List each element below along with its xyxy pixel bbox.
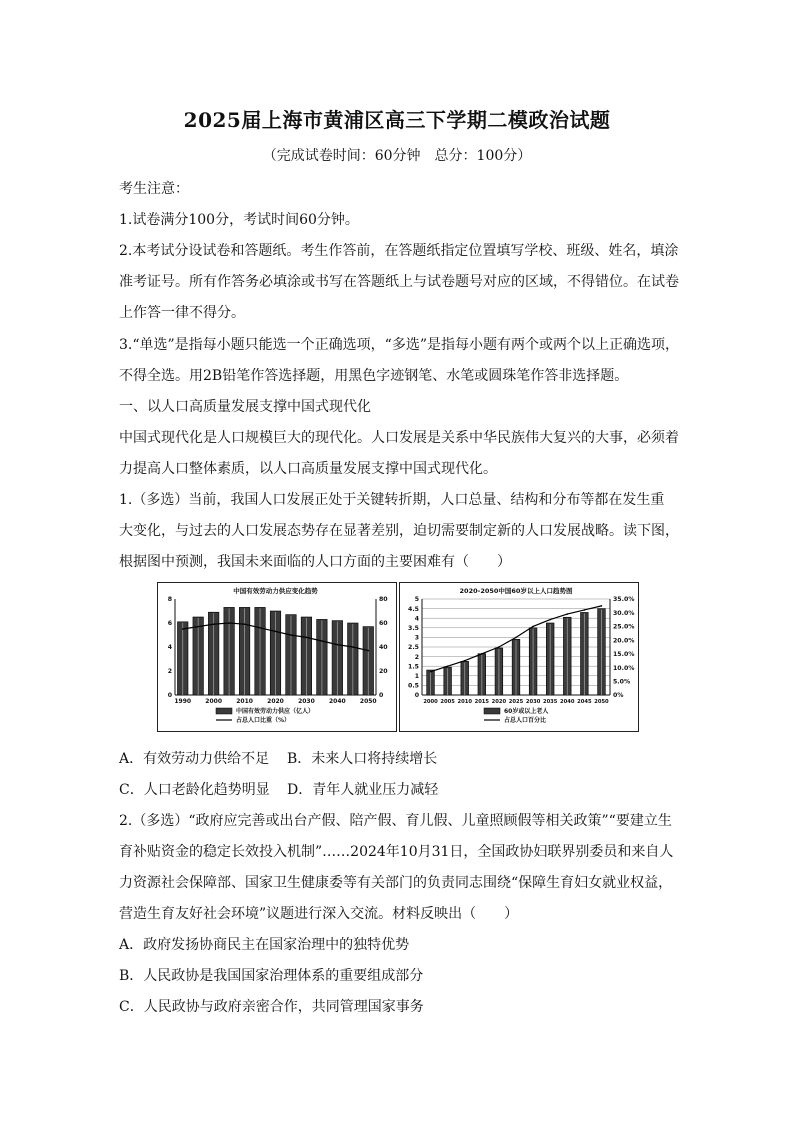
line-point <box>321 640 323 642</box>
legend-bar-swatch <box>484 708 500 714</box>
q1-stem-line-2: 大变化，与过去的人口发展态势存在显著差别，迫切需要制定新的人口发展战略。读下图， <box>119 523 679 539</box>
y-tick-label-right: 10.0% <box>613 664 635 672</box>
y-tick-label-right: 60 <box>379 620 388 628</box>
y-tick-label-right: 25.0% <box>613 623 635 631</box>
y-tick-label-left: 2 <box>414 653 419 661</box>
y-tick-label-left: 2.5 <box>408 644 419 652</box>
x-tick-label: 2035 <box>542 699 558 705</box>
legend-line-label: 占总人口比重（%） <box>236 717 291 724</box>
legend-bar-swatch <box>216 708 232 714</box>
y-tick-label-left: 0 <box>167 692 172 700</box>
line-point <box>549 619 551 621</box>
line-point <box>566 613 568 615</box>
y-tick-label-left: 4 <box>167 644 172 652</box>
line-point <box>584 609 586 611</box>
y-tick-label-left: 2 <box>167 668 172 676</box>
x-tick-label: 2025 <box>508 699 524 705</box>
notice-item-2-line-1: 2.本考试分设试卷和答题纸。考生作答前，在答题纸指定位置填写学校、班级、姓名，填涂 <box>119 243 679 259</box>
line-point <box>464 660 466 662</box>
y-tick-label-left: 6 <box>167 620 172 628</box>
x-tick-label: 2030 <box>298 698 315 705</box>
line-point <box>515 637 517 639</box>
y-tick-label-left: 4 <box>414 615 419 623</box>
notice-item-3-line-1: 3.“单选”是指每小题只能选一个正确选项，“多选”是指每小题有两个或两个以上正确选项， <box>119 337 679 353</box>
notice-item-2-line-3: 上作答一律不得分。 <box>119 305 245 321</box>
y-tick-label-left: 4.5 <box>408 605 419 613</box>
q1-option-c: C．人口老龄化趋势明显 <box>119 782 270 798</box>
q2-stem-line-1: 2.（多选）“政府应完善或出台产假、陪产假、育儿假、儿童照顾假等相关政策”“要建立生 <box>119 813 672 829</box>
y-tick-label-right: 20 <box>379 668 388 676</box>
x-tick-label: 2040 <box>560 699 575 705</box>
x-tick-label: 2000 <box>423 699 438 705</box>
notice-heading: 考生注意： <box>119 181 189 197</box>
exam-subtitle: （完成试卷时间：60分钟 总分：100分） <box>262 148 532 164</box>
line-point <box>447 665 449 667</box>
y-tick-label-right: 15.0% <box>613 651 635 659</box>
notice-item-3-line-2: 不得全选。用2B铅笔作答选择题，用黑色字迹钢笔、水笔或圆珠笔作答非选择题。 <box>119 368 629 384</box>
line-point <box>290 634 292 636</box>
q2-option-b: B．人民政协是我国国家治理体系的重要组成部分 <box>119 968 424 984</box>
line-point <box>367 650 369 652</box>
y-tick-label-right: 80 <box>379 596 388 604</box>
x-tick-label: 2010 <box>457 699 472 705</box>
x-tick-label: 2015 <box>474 699 490 705</box>
section-heading: 一、以人口高质量发展支撑中国式现代化 <box>119 399 371 415</box>
q1-stem-line-3: 根据图中预测，我国未来面临的人口方面的主要困难有（ ） <box>119 554 511 570</box>
legend-bar-label: 中国有效劳动力供应（亿人） <box>236 708 315 715</box>
exam-title: 2025届上海市黄浦区高三下学期二模政治试题 <box>183 108 611 132</box>
x-tick-label: 2030 <box>525 699 541 705</box>
q2-option-c: C．人民政协与政府亲密合作，共同管理国家事务 <box>119 999 424 1015</box>
y-tick-label-right: 5.0% <box>613 678 631 686</box>
y-tick-label-right: 20.0% <box>613 637 635 645</box>
x-tick-label: 2040 <box>328 698 346 705</box>
legend-bar-label: 60岁或以上老人 <box>504 708 549 715</box>
x-tick-label: 2020 <box>491 699 507 705</box>
y-tick-label-right: 35.0% <box>613 596 635 604</box>
line-point <box>352 646 354 648</box>
line-point <box>244 623 246 625</box>
x-tick-label: 2010 <box>236 698 253 705</box>
line-point <box>498 646 500 648</box>
line-point <box>481 653 483 655</box>
q2-stem-line-4: 营造生育友好社会环境”议题进行深入交流。材料反映出（ ） <box>119 906 519 922</box>
line-point <box>601 605 603 607</box>
y-tick-label-left: 8 <box>167 596 172 604</box>
q2-stem-line-3: 力资源社会保障部、国家卫生健康委等有关部门的负责同志围绕“保障生育妇女就业权益， <box>119 875 673 891</box>
q1-stem-line-1: 1.（多选）当前，我国人口发展正处于关键转折期，人口总量、结构和分布等都在发生重 <box>119 492 665 508</box>
line-point <box>197 626 199 628</box>
y-tick-label-left: 5 <box>414 596 419 604</box>
line-point <box>213 623 215 625</box>
section-intro-line-2: 力提高人口整体素质，以人口高质量发展支撑中国式现代化。 <box>119 461 497 477</box>
x-tick-label: 2050 <box>594 699 609 705</box>
x-tick-label: 2000 <box>205 698 223 705</box>
x-tick-label: 2020 <box>267 698 284 705</box>
chart-title: 中国有效劳动力供应变化趋势 <box>233 587 318 595</box>
elderly-population-chart <box>399 582 639 732</box>
x-tick-label: 2050 <box>359 698 377 705</box>
line-point <box>430 671 432 673</box>
line-point <box>532 626 534 628</box>
q1-option-b: B．未来人口将持续增长 <box>287 751 438 767</box>
y-tick-label-right: 0% <box>613 692 624 700</box>
section-intro-line-1: 中国式现代化是人口规模巨大的现代化。人口发展是关系中华民族伟大复兴的大事，必须着 <box>119 430 679 446</box>
y-tick-label-left: 0 <box>414 692 419 700</box>
y-tick-label-left: 3 <box>414 634 419 642</box>
y-tick-label-left: 1 <box>414 673 419 680</box>
line-point <box>259 627 261 629</box>
y-tick-label-left: 0.5 <box>408 682 419 690</box>
y-tick-label-right: 0 <box>379 692 384 700</box>
line-point <box>182 628 184 630</box>
y-tick-label-left: 1.5 <box>408 663 419 671</box>
x-tick-label: 1990 <box>174 698 192 705</box>
legend-line-label: 占总人口百分比 <box>504 717 547 724</box>
labor-supply-chart <box>157 582 397 732</box>
q2-stem-line-2: 育补贴资金的稳定长效投入机制”……2024年10月31日，全国政协妇联界别委员和来自人 <box>119 844 674 860</box>
q1-option-d: D．青年人就业压力减轻 <box>287 782 439 798</box>
line-point <box>306 637 308 639</box>
chart-title: 2020-2050中国60岁以上人口趋势图 <box>459 587 573 595</box>
q2-option-a: A．政府发扬协商民主在国家治理中的独特优势 <box>119 937 410 953</box>
line-point <box>228 622 230 624</box>
line-point <box>337 644 339 646</box>
y-tick-label-left: 3.5 <box>408 625 419 632</box>
x-tick-label: 2045 <box>577 699 592 705</box>
y-tick-label-right: 40 <box>379 644 388 652</box>
line-point <box>275 631 277 633</box>
x-tick-label: 2005 <box>440 699 455 705</box>
notice-item-2-line-2: 准考证号。所有作答务必填涂或书写在答题纸上与试卷题号对应的区域，不得错位。在试卷 <box>119 274 679 290</box>
notice-item-1: 1.试卷满分100分，考试时间60分钟。 <box>119 212 359 228</box>
q1-option-a: A．有效劳动力供给不足 <box>119 751 270 767</box>
y-tick-label-right: 30.0% <box>613 609 635 617</box>
